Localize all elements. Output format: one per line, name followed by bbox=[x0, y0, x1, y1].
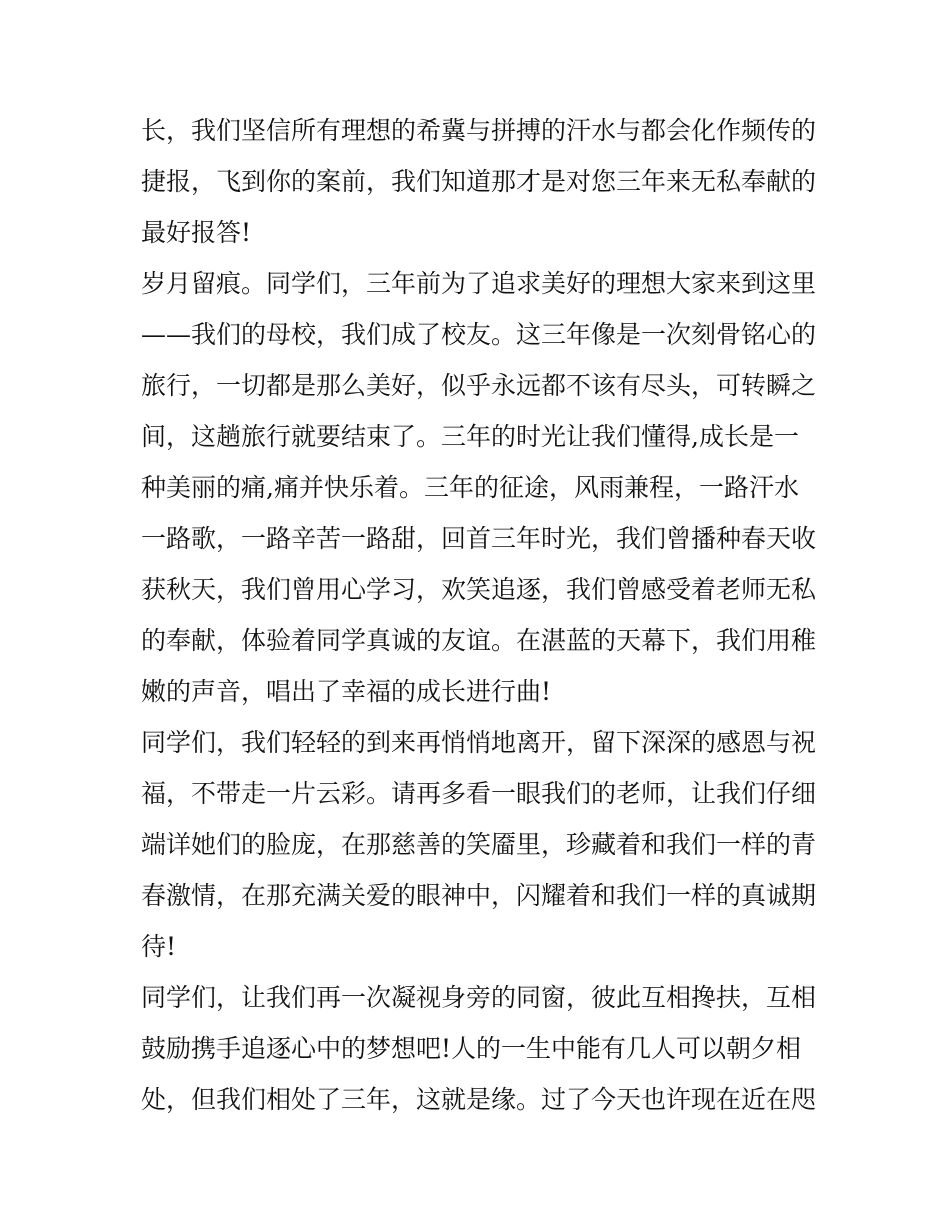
text-line: 处，但我们相处了三年，这就是缘。过了今天也许现在近在咫 bbox=[141, 1085, 817, 1114]
text-line: 长，我们坚信所有理想的希冀与拼搏的汗水与都会化作频传的 bbox=[141, 116, 817, 145]
text-line: 嫩的声音，唱出了幸福的成长进行曲! bbox=[141, 677, 552, 706]
text-line: 同学们，我们轻轻的到来再悄悄地离开，留下深深的感恩与祝 bbox=[141, 728, 817, 757]
text-line: ——我们的母校，我们成了校友。这三年像是一次刻骨铭心的 bbox=[141, 320, 817, 349]
text-line: 间，这趟旅行就要结束了。三年的时光让我们懂得,成长是一 bbox=[141, 422, 799, 451]
text-line: 捷报，飞到你的案前，我们知道那才是对您三年来无私奉献的 bbox=[141, 167, 817, 196]
text-line: 待! bbox=[141, 932, 177, 961]
text-line: 最好报答! bbox=[141, 218, 252, 247]
text-line: 福，不带走一片云彩。请再多看一眼我们的老师，让我们仔细 bbox=[141, 779, 817, 808]
text-line: 岁月留痕。同学们，三年前为了追求美好的理想大家来到这里 bbox=[141, 269, 817, 298]
text-line: 旅行，一切都是那么美好，似乎永远都不该有尽头，可转瞬之 bbox=[141, 371, 817, 400]
text-line: 春激情，在那充满关爱的眼神中，闪耀着和我们一样的真诚期 bbox=[141, 881, 817, 910]
text-line: 获秋天，我们曾用心学习，欢笑追逐，我们曾感受着老师无私 bbox=[141, 575, 817, 604]
text-line: 种美丽的痛,痛并快乐着。三年的征途，风雨兼程，一路汗水 bbox=[141, 473, 799, 502]
text-line: 鼓励携手追逐心中的梦想吧!人的一生中能有几人可以朝夕相 bbox=[141, 1034, 802, 1063]
text-line: 一路歌，一路辛苦一路甜，回首三年时光，我们曾播种春天收 bbox=[141, 524, 817, 553]
text-line: 的奉献，体验着同学真诚的友谊。在湛蓝的天幕下，我们用稚 bbox=[141, 626, 817, 655]
text-line: 同学们，让我们再一次凝视身旁的同窗，彼此互相搀扶，互相 bbox=[141, 983, 817, 1012]
body-text bbox=[141, 105, 821, 1125]
text-line: 端详她们的脸庞，在那慈善的笑靥里，珍藏着和我们一样的青 bbox=[141, 830, 817, 859]
